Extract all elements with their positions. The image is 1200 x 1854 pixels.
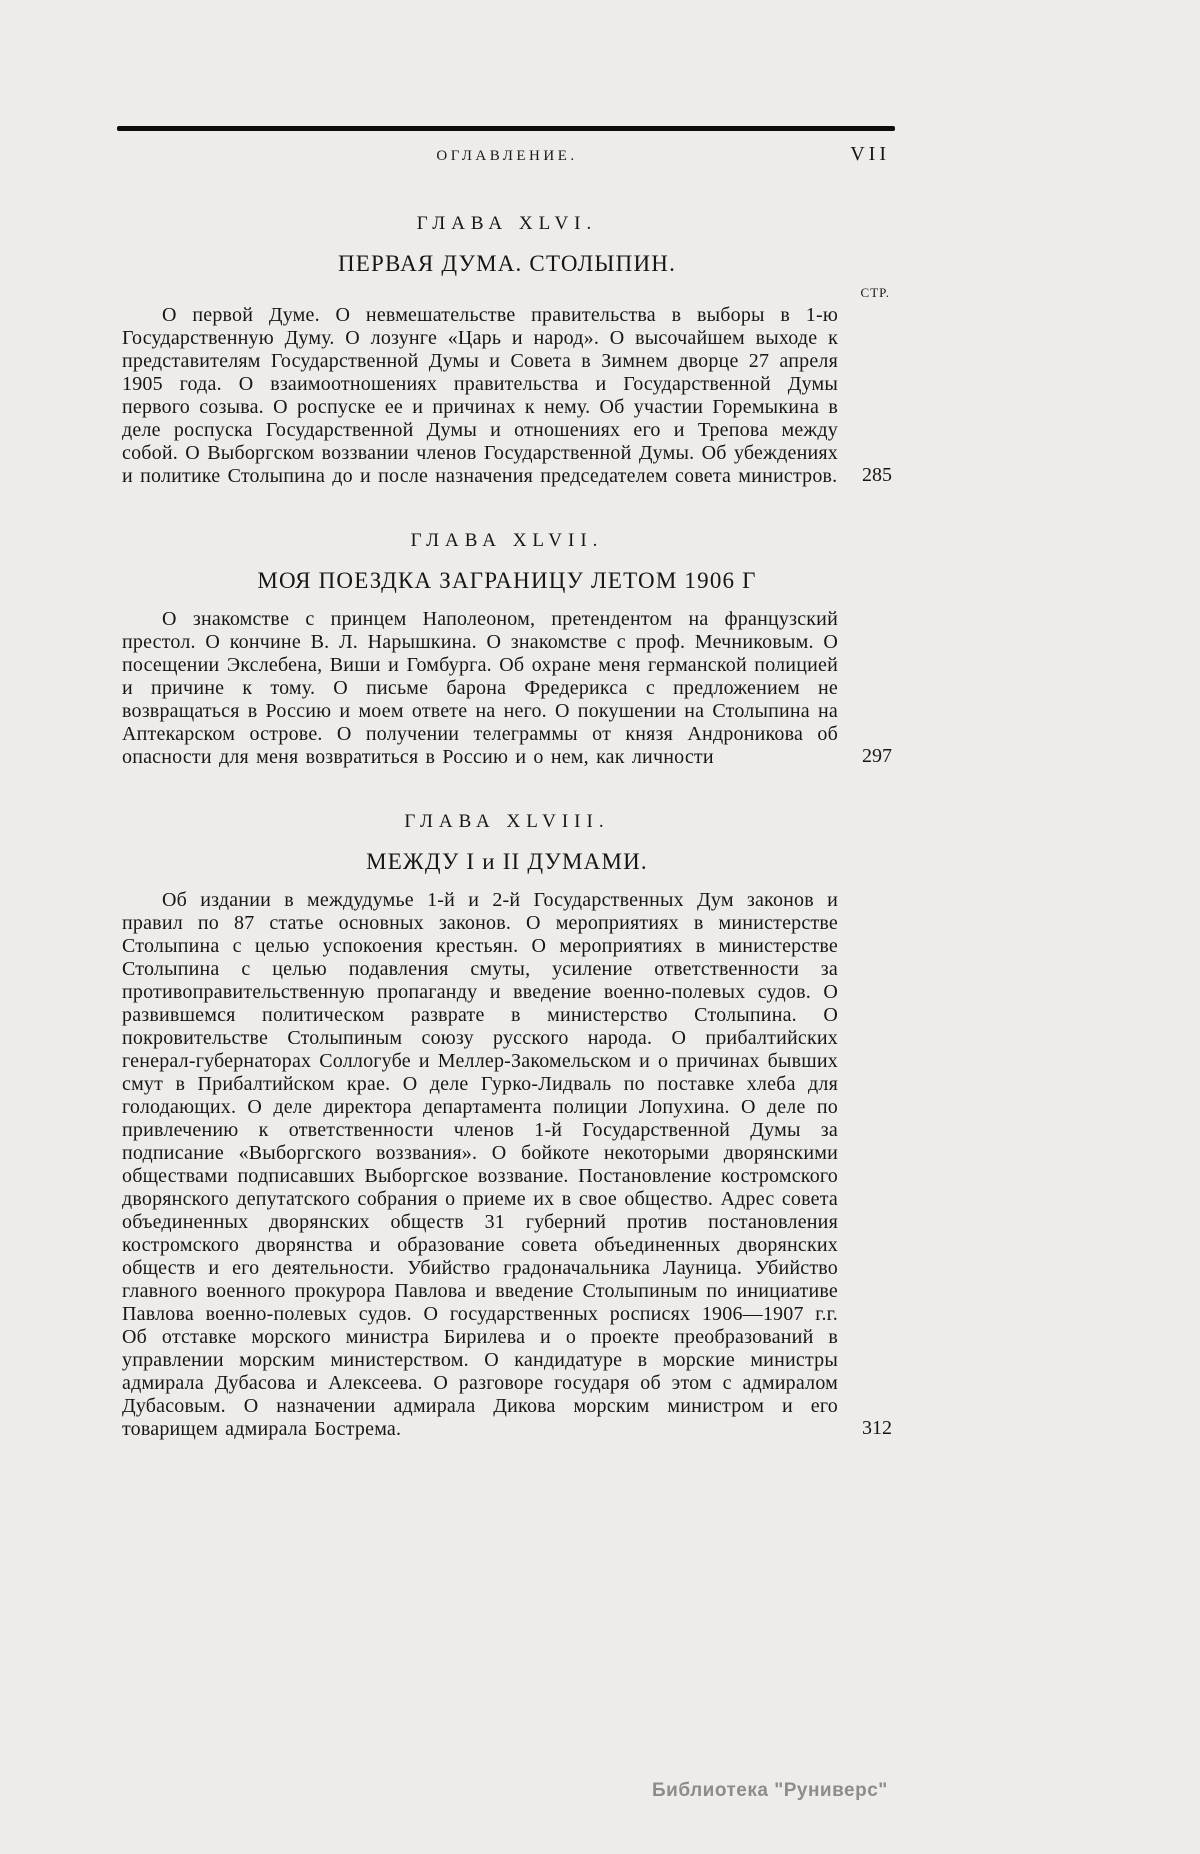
chapter-xlvii-page-number: 297: [862, 745, 892, 767]
chapter-xlviii-page-number: 312: [862, 1417, 892, 1439]
page-content: [122, 0, 892, 1441]
chapter-xlviii: [122, 811, 892, 1441]
chapter-xlviii-summary: Об издании в междудумье 1-й и 2-й Государственных Дум законов и правил по 87 статье основных законов. О мероприятиях в министерстве Столыпина с целью успокоения крестьян. О мероприятиях в министерстве Столыпина с целью подавления смуты, усиление ответственности за противоправительственную пропаганду и введение военно-полевых судов. О развившемся политическом разврате в министерство Столыпина. О покровительстве Столыпиным союзу русского народа. О прибалтийских генерал-губернаторах Соллогубе и Меллер-Закомельском и о причинах бывших смут в Прибалтийском крае. О деле Гурко-Лидваль по поставке хлеба для голодающих. О деле директора департамента полиции Лопухина. О деле по привлечению к ответственности членов 1-й Государственной Думы за подписание «Выборгского воззвания». О бойкоте некоторыми дворянскими обществами подписавших Выборгское воззвание. Постановление костромского дворянского депутатского собрания о приеме их в свое общество. Адрес совета объединенных дворянских обществ 31 губерний против постановления костромского дворянства и образование совета объединенных дворянских обществ и его деятельности. Убийство градоначальника Лауница. Убийство главного военного прокурора Павлова и введение Столыпиным по инициативе Павлова военно-полевых судов. О государственных росписях 1906—1907 г.г. Об отставке морского министра Бирилева и о проекте преобразований в управлении морским министерством. О кандидатуре в морские министры адмирала Дубасова и Алексеева. О разговоре государя об этом с адмиралом Дубасовым. О назначении адмирала Дикова морским министром и его товарищем адмирала Бострема.: [122, 889, 838, 1440]
chapter-xlvii: [122, 530, 892, 769]
chapter-xlvii-title: МОЯ ПОЕЗДКА ЗАГРАНИЦУ ЛЕТОМ 1906 Г: [257, 568, 757, 593]
chapter-xlvi: [122, 213, 892, 488]
chapter-xlvi-heading: ГЛАВА XLVI.: [416, 213, 598, 234]
page-header: [122, 143, 892, 171]
chapter-xlvi-page-number: 285: [862, 464, 892, 486]
top-rule: [117, 126, 895, 131]
chapter-xlvii-summary-wrap: [122, 608, 892, 769]
chapter-xlviii-title: МЕЖДУ I и II ДУМАМИ.: [366, 849, 648, 874]
chapter-xlviii-heading: ГЛАВА XLVIII.: [404, 811, 610, 832]
chapter-xlvi-title: ПЕРВАЯ ДУМА. СТОЛЫПИН.: [337, 251, 677, 276]
chapter-xlvi-summary: О первой Думе. О невмешательстве правительства в выборы в 1-ю Государственную Думу. О лозунге «Царь и народ». О высочайшем выходе к представителям Государственной Думы и Совета в Зимнем дворце 27 апреля 1905 года. О взаимоотношениях правительства и Государственной Думы первого созыва. О роспуске ее и причинах к нему. Об участии Горемыкина в деле роспуска Государственной Думы и отношениях его и Трепова между собой. О Выборгском воззвании членов Государственной Думы. Об убеждениях и политике Столыпина до и после назначения председателем совета министров.: [122, 304, 838, 487]
folio-number: VII: [850, 143, 890, 165]
running-title: ОГЛАВЛЕНИЕ.: [436, 148, 578, 164]
library-watermark: Библиотека "Руниверс": [652, 1780, 888, 1801]
chapter-xlvi-summary-wrap: [122, 304, 892, 488]
chapter-xlvii-summary: О знакомстве с принцем Наполеоном, претендентом на французский престол. О кончине В. Л. Нарышкина. О знакомстве с проф. Мечниковым. О посещении Экслебена, Виши и Гомбурга. Об охране меня германской полицией и причине к тому. О письме барона Фредерикса с предложением не возвращаться в Россию и моем ответе на него. О покушении на Столыпина на Аптекарском острове. О получении телеграммы от князя Андроникова об опасности для меня возвратиться в Россию и о нем, как личности: [122, 608, 838, 768]
chapter-xlvii-heading: ГЛАВА XLVII.: [410, 530, 604, 551]
chapter-xlviii-summary-wrap: [122, 889, 892, 1441]
page-column-label: СТР.: [860, 285, 890, 300]
